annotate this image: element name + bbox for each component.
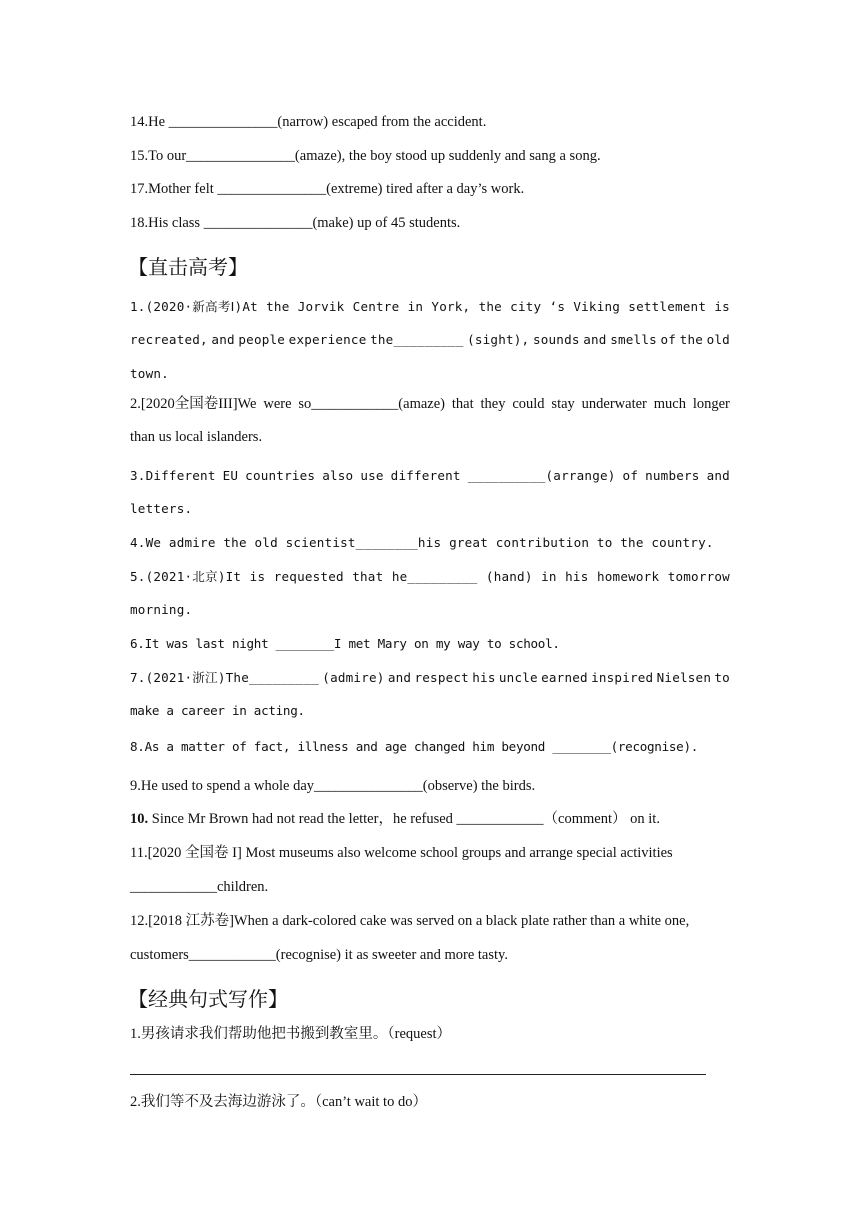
word: different (390, 468, 461, 483)
word: Viking (573, 299, 621, 314)
word: (hand) (485, 569, 533, 584)
word: he_________ (391, 569, 478, 584)
word: settlement (628, 299, 707, 314)
word: of (660, 332, 677, 347)
word: Nielsen (656, 670, 712, 685)
question-6-line-1: 6.It was last night ________I met Mary on my way to school. (130, 636, 560, 651)
word: 5.(2021·北京)It (130, 569, 242, 584)
word: they (480, 396, 506, 412)
question-5-line-1 (130, 567, 730, 587)
question-4-line-1: 4.We admire the old scientist________his great contribution to the country. (130, 535, 714, 550)
sentence-17: 17.Mother felt _______________(extreme) tired after a day’s work. (130, 181, 525, 197)
word: his (565, 569, 589, 584)
word: is (714, 299, 730, 314)
word: earned (541, 670, 588, 685)
word: countries (245, 468, 316, 483)
word: 7.(2021·浙江)The_________ (130, 670, 320, 685)
question-8-line-1: 8.As a matter of fact, illness and age changed him beyond ________(recognise). (130, 739, 699, 754)
word: is (249, 569, 266, 584)
sentence-18: 18.His class _______________(make) up of 45 students. (130, 215, 461, 231)
word: stay (551, 396, 575, 412)
word: sounds (532, 332, 580, 347)
question-3-line-1 (130, 466, 730, 486)
word: of (622, 468, 639, 483)
question-10-line-1 (130, 809, 660, 829)
writing-1-prompt: 1.男孩请求我们帮助他把书搬到教室里。（request） (130, 1026, 451, 1042)
writing-2-prompt: 2.我们等不及去海边游泳了。（can’t wait to do） (130, 1094, 427, 1110)
question-5-line-2: morning. (130, 602, 193, 617)
question-7-line-1 (130, 668, 730, 688)
question-1-line-3: town. (130, 366, 169, 381)
word: and (387, 670, 412, 685)
word: 3.Different (130, 468, 216, 483)
word: and (706, 468, 730, 483)
word: 2.[2020全国卷III]We (130, 396, 257, 412)
word: numbers (645, 468, 700, 483)
word: requested (273, 569, 344, 584)
word: (sight), (467, 332, 530, 347)
word: ‘s (549, 299, 566, 314)
word: York, (431, 299, 471, 314)
word: could (512, 396, 545, 412)
word: experience (288, 332, 367, 347)
word: EU (222, 468, 239, 483)
question-2-line-2: than us local islanders. (130, 429, 263, 445)
word: tomorrow (667, 569, 730, 584)
word: __________(arrange) (467, 468, 616, 483)
word: and (583, 332, 607, 347)
word: the (266, 299, 290, 314)
word: and (211, 332, 235, 347)
answer-line[interactable] (130, 1074, 706, 1075)
section-heading-gaokao: 【直击高考】 (128, 255, 248, 279)
word: his (472, 670, 496, 685)
word: the_________ (370, 332, 464, 347)
sentence-14: 14.He _______________(narrow) escaped from the accident. (130, 114, 487, 130)
word: inspired (591, 670, 654, 685)
word: in (407, 299, 424, 314)
question-12-line-1: 12.[2018 江苏卷]When a dark-colored cake was served on a black plate rather than a white one, (130, 913, 690, 929)
word: Jorvik (297, 299, 345, 314)
word: old (706, 332, 730, 347)
question-1-line-2 (130, 330, 730, 350)
word: were (263, 396, 292, 412)
question-2-line-1 (130, 394, 730, 414)
word: in (541, 569, 557, 584)
question-1-line-1 (130, 297, 730, 317)
word: city (510, 299, 542, 314)
word: that (352, 569, 384, 584)
word: also (322, 468, 354, 483)
word: respect (414, 670, 469, 685)
word: the (679, 332, 704, 347)
question-3-line-2: letters. (130, 501, 193, 516)
word: use (360, 468, 384, 483)
question-number: 10. (130, 811, 149, 827)
question-7-line-2: make a career in acting. (130, 703, 305, 718)
word: longer (692, 396, 730, 412)
word: recreated, (130, 332, 208, 347)
word: smells (610, 332, 657, 347)
word: underwater (581, 396, 647, 412)
question-12-line-2: customers____________(recognise) it as sweeter and more tasty. (130, 947, 508, 963)
question-11-line-2: ____________children. (130, 879, 269, 895)
word: to (714, 670, 730, 685)
word: 1.(2020·新高考Ⅰ)At (130, 299, 258, 314)
sentence-15: 15.To our_______________(amaze), the boy stood up suddenly and sang a song. (130, 148, 601, 164)
word: people (238, 332, 286, 347)
word: much (653, 396, 686, 412)
word: homework (596, 569, 660, 584)
section-heading-writing: 【经典句式写作】 (128, 987, 288, 1011)
word: Centre (352, 299, 400, 314)
question-9-line-1: 9.He used to spend a whole day_______________(observe) the birds. (130, 778, 536, 794)
word: (admire) (322, 670, 385, 685)
question-11-line-1: 11.[2020 全国卷 I] Most museums also welcome school groups and arrange special activities (130, 845, 673, 861)
question-text: Since Mr Brown had not read the letter，he refused ____________（comment） on it. (148, 811, 660, 827)
word: uncle (498, 670, 538, 685)
word: the (478, 299, 502, 314)
word: so____________(amaze) (298, 396, 445, 412)
word: that (451, 396, 474, 412)
